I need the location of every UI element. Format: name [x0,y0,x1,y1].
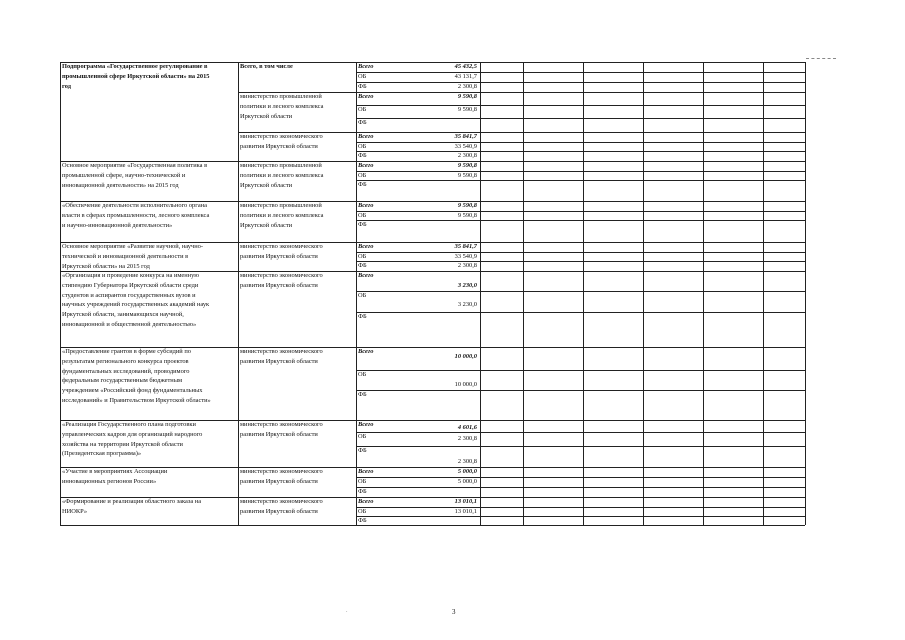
amount-value: 33 540,9 [454,143,477,150]
source-label: Всего [358,162,374,169]
source-label: ОБ [358,106,367,113]
column-rule-0 [60,62,61,525]
margin-mark [806,58,836,59]
executor-text: министерство промышленной [240,162,322,169]
source-label: ФБ [358,152,367,159]
program-text: научных учреждений государственных академий наук [62,301,210,309]
source-label: ОБ [358,292,367,299]
program-text: инновационных регионов России» [62,477,157,485]
line-rule [356,291,805,292]
amount-value: 2 300,8 [457,262,477,269]
source-label: ФБ [358,83,367,90]
amount-value: 35 841,7 [454,133,477,140]
source-label: ФБ [358,447,367,454]
amount-value: 9 590,8 [457,212,477,219]
source-label: ОБ [358,73,367,80]
program-text: инновационной деятельности» на 2015 год [62,181,179,189]
program-text: «Обеспечение деятельности исполнительного органа [62,202,207,209]
amount-value: 2 300,8 [457,458,477,465]
source-label: Всего [358,468,374,475]
line-rule [356,516,805,517]
executor-text: министерство экономического [240,421,323,428]
program-text: Подпрограмма «Государственное регулирование в [62,63,208,70]
source-label: ОБ [358,212,367,219]
amount-value: 9 590,8 [457,202,477,209]
executor-text: развития Иркутской области [240,142,318,150]
page-number: 3 [452,608,456,616]
amount-value: 5 000,0 [457,468,477,475]
program-text: результатам регионального конкурса проектов [62,357,189,365]
source-label: ФБ [358,119,367,126]
executor-text: министерство экономического [240,243,323,250]
amount-value: 43 131,7 [454,73,477,80]
amount-value: 2 300,8 [457,152,477,159]
program-text: НИОКР» [62,507,88,515]
source-label: ОБ [358,508,367,515]
executor-text: Всего, в том числе [240,63,293,70]
program-text: Основное мероприятие «Развитие научной, научно- [62,243,203,250]
program-text: стипендию Губернатора Иркутской области среди [62,281,199,289]
program-text: «Реализация Государственного плана подготовки [62,421,196,428]
amount-value: 2 300,8 [457,435,477,442]
source-label: ФБ [358,488,367,495]
executor-text: министерство промышленной [240,93,322,100]
program-text: «Предоставление грантов в форме субсидий по [62,348,191,355]
executor-text: развития Иркутской области [240,252,318,260]
executor-text: развития Иркутской области [240,477,318,485]
program-text: Иркутской области, занимающихся научной, [62,311,184,319]
column-rule-9 [805,62,806,525]
source-label: ОБ [358,433,367,440]
executor-text: министерство экономического [240,348,323,355]
source-label: ОБ [358,143,367,150]
amount-value: 9 590,8 [457,172,477,179]
program-text: студентов и аспирантов государственных вузов и [62,291,196,299]
program-text: хозяйства на территории Иркутской области [62,440,183,448]
executor-text: развития Иркутской области [240,430,318,438]
line-rule [356,220,805,221]
program-text: (Президентская программа)» [62,450,142,458]
source-label: ФБ [358,262,367,269]
program-text: Основное мероприятие «Государственная политика в [62,162,208,169]
program-text: власти в сферах промышленности, лесного комплекса [62,211,210,219]
executor-text: министерство экономического [240,468,323,475]
amount-value: 2 300,8 [457,83,477,90]
executor-text: развития Иркутской области [240,281,318,289]
source-label: Всего [358,421,374,428]
line-rule [356,370,805,371]
source-label: ФБ [358,181,367,188]
program-text: «Участие в мероприятиях Ассоциации [62,468,168,475]
source-label: Всего [358,63,374,70]
program-text: инновационной и общественной деятельностью» [62,321,197,328]
executor-text: политики и лесного комплекса [240,211,324,219]
executor-text: министерство экономического [240,498,323,505]
amount-value: 3 230,0 [457,282,477,289]
program-text: учреждением «Российский фонд фундаментальных [62,387,203,395]
program-text: Иркутской области» на 2015 год [62,262,150,270]
program-text: и научно-инновационной деятельности» [62,221,173,229]
source-label: ФБ [358,313,367,320]
program-text: исследований» и Правительством Иркутской области» [62,397,211,404]
source-label: Всего [358,243,374,250]
amount-value: 13 010,1 [454,498,477,505]
scan-dot: . [346,608,348,614]
program-text: федеральным государственным бюджетным [62,377,183,385]
amount-value: 35 841,7 [454,243,477,250]
amount-value: 33 540,9 [454,253,477,260]
source-label: ФБ [358,517,367,524]
amount-value: 9 590,8 [457,93,477,100]
executor-text: Иркутской области [240,112,293,120]
amount-value: 10 000,0 [454,353,477,360]
amount-value: 45 432,5 [454,63,477,70]
executor-text: политики и лесного комплекса [240,171,324,179]
program-text: промышленной сфере Иркутской области» на 2015 [62,72,210,80]
amount-value: 9 590,8 [457,162,477,169]
source-label: Всего [358,498,374,505]
executor-text: министерство экономического [240,133,323,140]
program-text: «Формирование и реализация областного заказа на [62,498,202,505]
line-rule [356,118,805,119]
amount-value: 5 000,0 [457,478,477,485]
table-bottom-rule [60,525,805,526]
amount-value: 9 590,8 [457,106,477,113]
source-label: ОБ [358,478,367,485]
line-rule [356,312,805,313]
line-rule [356,390,805,391]
source-label: Всего [358,93,374,100]
program-text: промышленной сфере, научно-технической и [62,171,186,179]
executor-text: министерство экономического [240,272,323,279]
amount-value: 10 000,0 [454,381,477,388]
source-label: Всего [358,348,374,355]
source-label: ФБ [358,391,367,398]
program-text: управленческих кадров для организаций народного [62,430,203,438]
source-label: ОБ [358,253,367,260]
amount-value: 13 010,1 [454,508,477,515]
line-rule [356,180,805,181]
program-text: фундаментальных исследований, проводимого [62,367,190,375]
line-rule [356,446,805,447]
program-text: «Организация и проведение конкурса на именную [62,272,200,279]
executor-text: Иркутской области [240,221,293,229]
source-label: Всего [358,202,374,209]
source-label: ОБ [358,371,367,378]
program-text: год [62,82,71,90]
line-rule [356,487,805,488]
amount-value: 4 601,6 [457,424,477,431]
source-label: ОБ [358,172,367,179]
source-label: ФБ [358,221,367,228]
source-label: Всего [358,272,374,279]
executor-text: министерство промышленной [240,202,322,209]
source-label: Всего [358,133,374,140]
executor-text: Иркутской области [240,181,293,189]
program-text: технической и инновационной деятельности в [62,252,189,260]
executor-text: развития Иркутской области [240,357,318,365]
line-rule [356,432,805,433]
executor-text: развития Иркутской области [240,507,318,515]
executor-text: политики и лесного комплекса [240,102,324,110]
amount-value: 3 230,0 [457,301,477,308]
